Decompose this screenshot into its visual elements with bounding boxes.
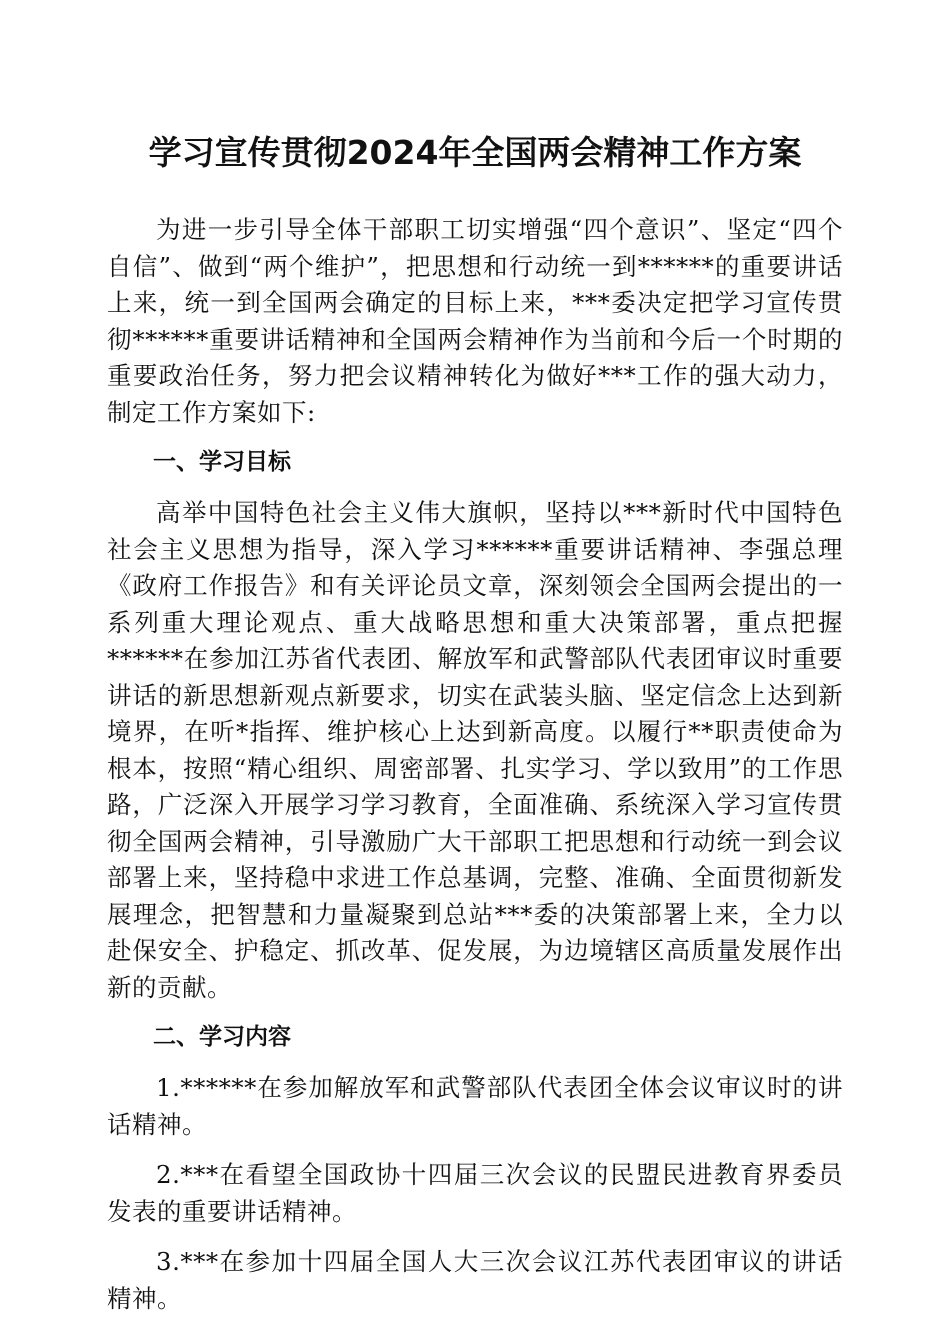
content-item-2: 2.***在看望全国政协十四届三次会议的民盟民进教育界委员发表的重要讲话精神。 <box>107 1160 843 1226</box>
goals-paragraph: 高举中国特色社会主义伟大旗帜，坚持以***新时代中国特色社会主义思想为指导，深入学习******重要讲话精神、李强总理《政府工作报告》和有关评论员文章，深刻领会全国两会提出的一系列重大理论观点、重大战略思想和重大决策部署，重点把握******在参加江苏省代表团、解放军和武警部队代表团审议时重要讲话的新思想新观点新要求，切实在武装头脑、坚定信念上达到新境界，在听*指挥、维护核心上达到新高度。以履行**职责使命为根本，按照“精心组织、周密部署、扎实学习、学以致用”的工作思路，广泛深入开展学习学习教育，全面准确、系统深入学习宣传贯彻全国两会精神，引导激励广大干部职工把思想和行动统一到会议部署上来，坚持稳中求进工作总基调，完整、准确、全面贯彻新发展理念，把智慧和力量凝聚到总站***委的决策部署上来，全力以赴保安全、护稳定、抓改革、促发展，为边境辖区高质量发展作出新的贡献。 <box>107 498 843 1002</box>
document-page <box>107 128 843 1331</box>
content-item-3: 3.***在参加十四届全国人大三次会议江苏代表团审议的讲话精神。 <box>107 1247 843 1313</box>
section-heading-content: 二、学习内容 <box>153 1024 291 1050</box>
intro-paragraph: 为进一步引导全体干部职工切实增强“四个意识”、坚定“四个自信”、做到“两个维护”，把思想和行动统一到******的重要讲话上来，统一到全国两会确定的目标上来，***委决定把学习宣传贯彻******重要讲话精神和全国两会精神作为当前和今后一个时期的重要政治任务，努力把会议精神转化为做好***工作的强大动力，制定工作方案如下: <box>107 215 843 427</box>
content-item-1: 1.******在参加解放军和武警部队代表团全体会议审议时的讲话精神。 <box>107 1073 843 1139</box>
section-heading-goals: 一、学习目标 <box>153 449 291 475</box>
document-title: 学习宣传贯彻2024年全国两会精神工作方案 <box>148 133 802 172</box>
